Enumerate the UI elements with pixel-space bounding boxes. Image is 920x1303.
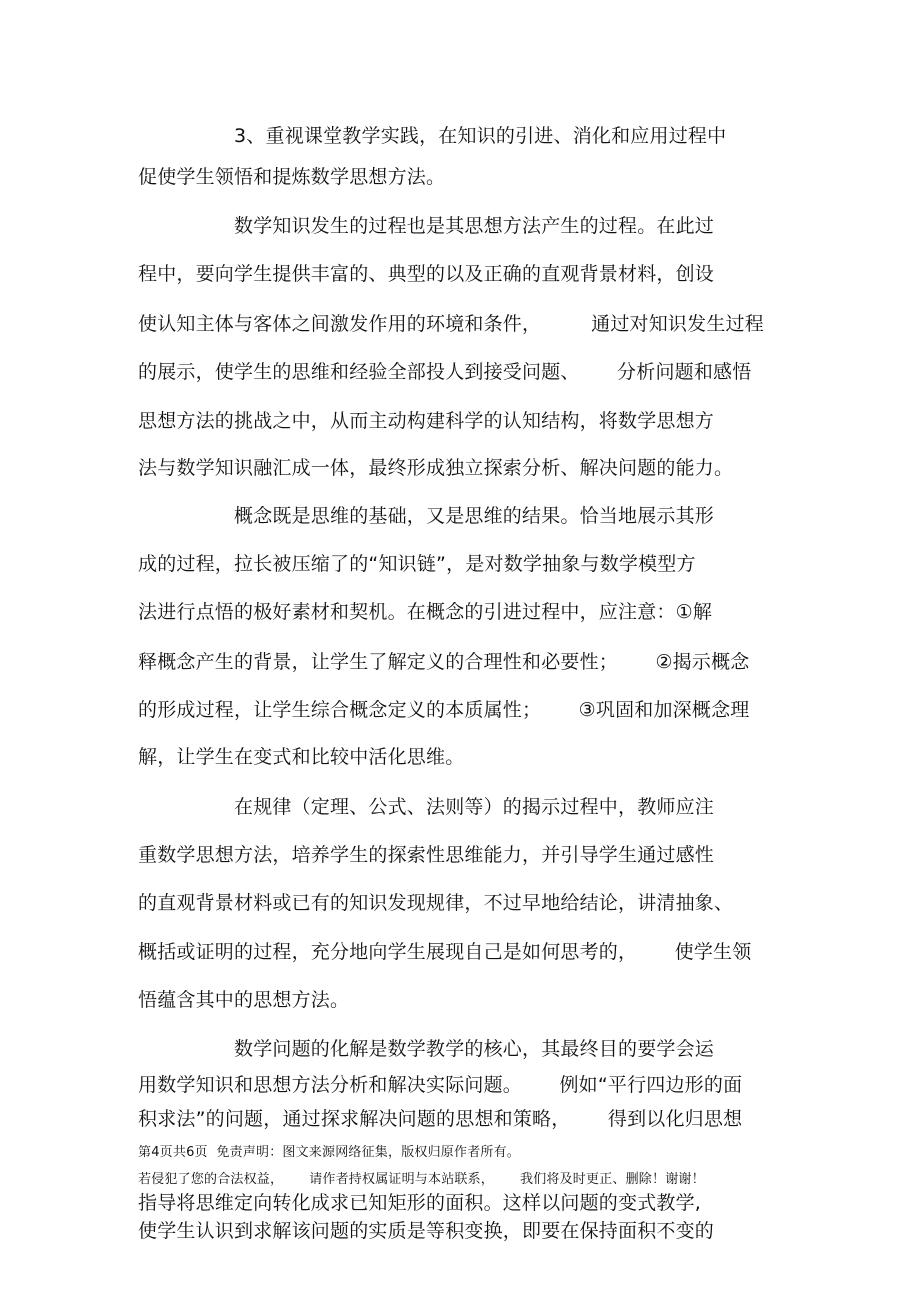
body-text-line: 概念既是思维的基础，又是思维的结果。恰当地展示其形 — [234, 505, 715, 527]
body-text-line: 数学问题的化解是数学教学的核心，其最终目的要学会运 — [234, 1038, 715, 1060]
body-text-line: 法与数学知识融汇成一体，最终形成独立探索分析、解决问题的能力。 — [138, 457, 734, 479]
body-text-line: 3、重视课堂教学实践，在知识的引进、消化和应用过程中 — [234, 125, 727, 147]
page-footer-info: 第4页共6页 免责声明：图文来源网络征集，版权归原作者所有。 — [138, 1145, 521, 1160]
body-text-line: 指导将思维定向转化成求已知矩形的面积。这样以问题的变式教学, — [138, 1192, 702, 1214]
body-text-line: 的直观背景材料或已有的知识发现规律，不过早地给结论，讲清抽象、 — [138, 892, 734, 914]
body-text-line: 法进行点悟的极好素材和契机。在概念的引进过程中，应注意：①解 — [138, 601, 713, 623]
body-text-line: 的形成过程，让学生综合概念定义的本质属性； ③巩固和加深概念理 — [138, 699, 750, 721]
body-text-line: 在规律（定理、公式、法则等）的揭示过程中，教师应注 — [234, 796, 715, 818]
body-text-line: 促使学生领悟和提炼数学思想方法。 — [138, 166, 446, 188]
body-text-line: 释概念产生的背景，让学生了解定义的合理性和必要性； ②揭示概念 — [138, 651, 750, 673]
body-text-line: 用数学知识和思想方法分析和解决实际问题。 例如“平行四边形的面 — [138, 1074, 743, 1096]
body-text-line: 解，让学生在变式和比较中活化思维。 — [138, 746, 465, 768]
body-text-line: 悟蕴含其中的思想方法。 — [138, 989, 350, 1011]
body-text-line: 概括或证明的过程，充分地向学生展现自己是如何思考的， 使学生领 — [138, 941, 752, 963]
body-text-line: 数学知识发生的过程也是其思想方法产生的过程。在此过 — [234, 215, 715, 237]
body-text-line: 重数学思想方法，培养学生的探索性思维能力，并引导学生通过感性 — [138, 844, 715, 866]
body-text-line: 思想方法的挑战之中，从而主动构建科学的认知结构，将数学思想方 — [138, 410, 715, 432]
body-text-line: 使认知主体与客体之间激发作用的环境和条件， 通过对知识发生过程 — [138, 313, 764, 335]
body-text-line: 成的过程，拉长被压缩了的“知识链”，是对数学抽象与数学模型方 — [138, 553, 696, 575]
body-text-line: 使学生认识到求解该问题的实质是等积变换，即要在保持面积不变的 — [138, 1220, 715, 1242]
page-footer-notice: 若侵犯了您的合法权益， 请作者持权属证明与本站联系， 我们将及时更正、删除！谢谢！ — [138, 1172, 705, 1187]
body-text-line: 的展示，使学生的思维和经验全部投人到接受问题、 分析问题和感悟 — [138, 361, 752, 383]
body-text-line: 积求法”的问题，通过探求解决问题的思想和策略， 得到以化归思想 — [138, 1108, 743, 1130]
body-text-line: 程中，要向学生提供丰富的、典型的以及正确的直观背景材料，创设 — [138, 263, 715, 285]
